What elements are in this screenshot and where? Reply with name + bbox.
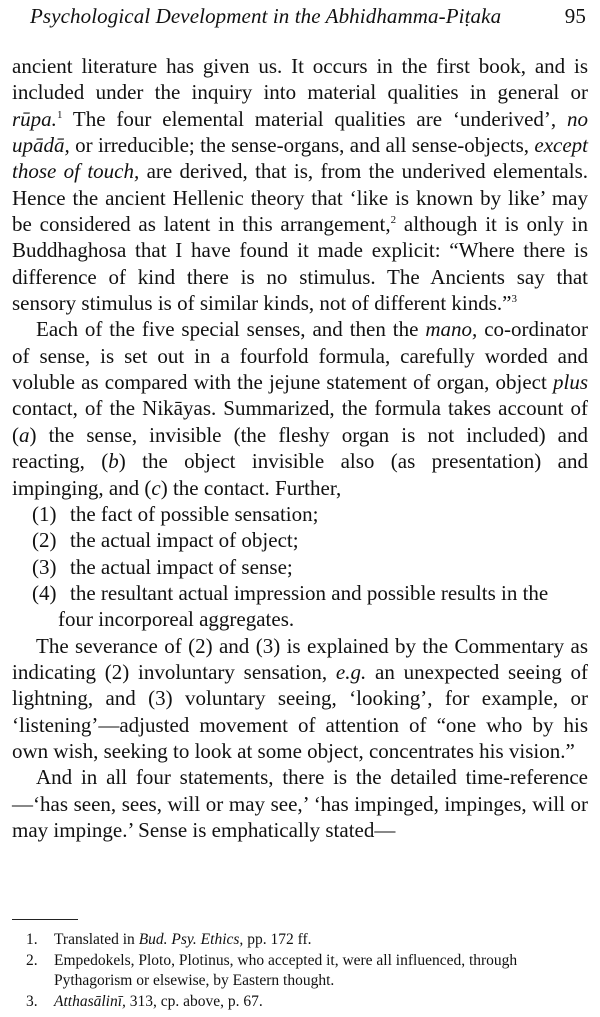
paragraph	[12, 633, 588, 765]
italic-term: plus	[552, 370, 588, 395]
text-run: or irreducible; the sense-organs, and all sense-objects,	[69, 133, 535, 158]
footnote-text: 313, cp. above, p. 67.	[125, 992, 263, 1010]
footnote-text: pp. 172 ff.	[243, 931, 312, 948]
italic-term: c	[151, 475, 161, 500]
list-text: the actual impact of object;	[70, 528, 299, 553]
text-run: ) the sense, invisible (the fleshy organ is not included) and reacting, (	[12, 422, 588, 474]
italic-term: b	[108, 449, 119, 474]
list-item	[12, 527, 588, 553]
numbered-list	[12, 501, 588, 633]
footnote-citation: Bud. Psy. Ethics,	[138, 931, 244, 948]
footnote-number: 3.	[26, 992, 38, 1010]
text-run: ) the object invisible also (as presentation) and impinging, and (	[12, 449, 588, 500]
text-run: although it is only in Buddhaghosa that I have found it made explicit: “Where there is difference of kind there is no stimulus. The Ancients say that sensory stimulus is of similar kinds, not of different kinds.”	[12, 212, 588, 316]
italic-term: no upādā,	[12, 106, 588, 158]
text-run: ) the contact. Further,	[160, 475, 342, 500]
footnote-text: Empedokels, Ploto, Plotinus, who accepted it, were all influenced, through Pythagorism or elsewise, by Eastern thought.	[54, 951, 518, 989]
list-number: (3)	[32, 554, 57, 579]
list-item	[12, 580, 588, 633]
footnote-ref: 3	[511, 293, 517, 306]
footnotes	[12, 930, 588, 1012]
italic-term: mano,	[425, 317, 478, 342]
italic-term: except those of touch,	[12, 133, 588, 184]
text-run: The four elemental material qualities are ‘underived’,	[62, 106, 567, 131]
text-run: co-ordinator of sense, is set out in a fourfold formula, carefully worded and voluble as compared with the jejune statement of organ, object	[12, 317, 588, 395]
footnote-number: 2.	[26, 951, 38, 969]
list-number: (1)	[32, 501, 57, 526]
footnote	[12, 930, 588, 951]
list-item	[12, 501, 588, 527]
italic-term: rūpa.	[12, 106, 57, 131]
text-run: ancient literature has given us. It occurs in the first book, and is included under the inquiry into material qualities in general or	[12, 54, 588, 105]
text-run: contact, of the Nikāyas. Summarized, the formula takes account of (	[12, 396, 588, 447]
italic-term: e.g.	[335, 659, 367, 684]
list-number: (2)	[32, 528, 57, 553]
list-number: (4)	[32, 580, 57, 605]
footnote-number: 1.	[26, 931, 38, 948]
footnote-ref: 1	[56, 108, 63, 121]
footnote-text: Translated in	[54, 931, 139, 948]
footnote	[12, 951, 588, 992]
text-run: The severance of (2) and (3) is explained by the Commentary as indicating (2) involuntary sensation,	[12, 633, 588, 684]
list-text: the fact of possible sensation;	[70, 501, 319, 526]
text-run: are derived, that is, from the underived elementals. Hence the ancient Hellenic theory that ‘like is known by like’ may be considered as latent in this arrangement,	[12, 159, 588, 237]
running-title: Psychological Development in the Abhidhamma-Piṭaka	[30, 4, 502, 28]
body-text	[12, 53, 588, 843]
paragraph	[12, 53, 588, 316]
paragraph	[12, 316, 588, 500]
italic-term: a	[19, 422, 30, 447]
paragraph	[12, 764, 588, 843]
footnote	[12, 992, 588, 1013]
list-text: the resultant actual impression and possible results in the four incorporeal aggregates.	[58, 580, 549, 632]
list-item	[12, 554, 588, 580]
running-header	[30, 4, 586, 30]
footnote-citation: Atthasālinī,	[54, 992, 126, 1010]
footnote-ref: 2	[390, 214, 397, 227]
text-run: And in all four statements, there is the detailed time-reference—‘has seen, sees, will or may see,’ ‘has impinged, impinges, will or may impinge.’ Sense is emphatically stated—	[12, 765, 588, 842]
page-number: 95	[564, 4, 586, 28]
text-run: an unexpected seeing of lightning, and (3) voluntary seeing, ‘looking’, for example, or ‘listening’—adjusted movement of attention of “one who by his own wish, seeking to look at some object, concentrates his vision.”	[12, 659, 588, 763]
footnote-divider	[12, 919, 78, 920]
text-run: Each of the five special senses, and then the	[36, 317, 426, 342]
list-text: the actual impact of sense;	[70, 554, 293, 579]
